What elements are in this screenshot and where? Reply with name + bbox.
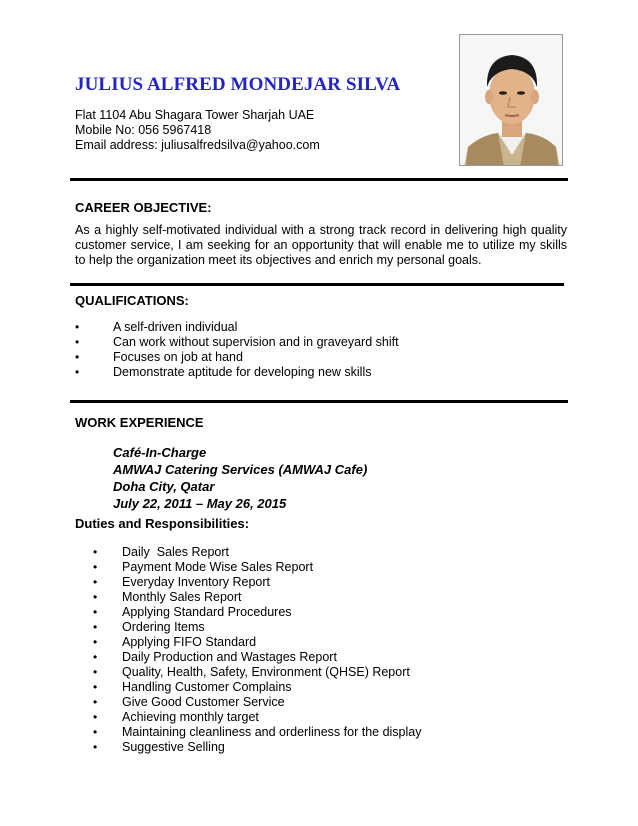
list-item: • Focuses on job at hand [75, 350, 243, 364]
qualifications-list [75, 320, 399, 380]
list-item: • Daily Production and Wastages Report [93, 650, 337, 664]
list-item: • Give Good Customer Service [93, 695, 285, 709]
section-divider [70, 283, 564, 286]
mobile-number: Mobile No: 056 5967418 [75, 123, 212, 137]
list-item: • Everyday Inventory Report [93, 575, 270, 589]
career-objective-heading: CAREER OBJECTIVE: [75, 200, 212, 215]
list-item: • Maintaining cleanliness and orderliness for the display [93, 725, 422, 739]
list-item: • Payment Mode Wise Sales Report [93, 560, 314, 574]
bullet-icon: • [75, 320, 80, 334]
list-item: • Handling Customer Complains [93, 680, 292, 694]
bullet-icon: • [93, 635, 98, 649]
list-item: • Can work without supervision and in graveyard shift [75, 335, 399, 349]
list-item: • Quality, Health, Safety, Environment (QHSE) Report [93, 665, 410, 679]
list-item: • Applying Standard Procedures [93, 605, 292, 619]
email-address: Email address: juliusalfredsilva@yahoo.com [75, 138, 320, 152]
duties-heading: Duties and Responsibilities: [75, 516, 250, 531]
list-item: • A self-driven individual [75, 320, 238, 334]
section-divider [70, 178, 568, 181]
list-item: • Daily Sales Report [93, 545, 229, 559]
bullet-icon: • [93, 605, 98, 619]
bullet-icon: • [93, 590, 98, 604]
bullet-icon: • [93, 740, 98, 754]
qualifications-heading: QUALIFICATIONS: [75, 293, 189, 308]
list-item: • Achieving monthly target [93, 710, 259, 724]
list-item: • Applying FIFO Standard [93, 635, 257, 649]
list-item: • Demonstrate aptitude for developing new skills [75, 365, 372, 379]
contact-info [75, 108, 320, 153]
address: Flat 1104 Abu Shagara Tower Sharjah UAE [75, 108, 315, 122]
bullet-icon: • [93, 650, 98, 664]
job-details [113, 444, 367, 512]
bullet-icon: • [93, 575, 98, 589]
work-experience-heading: WORK EXPERIENCE [75, 415, 204, 430]
bullet-icon: • [93, 665, 98, 679]
duties-list [93, 545, 422, 755]
bullet-icon: • [93, 560, 98, 574]
job-dates: July 22, 2011 – May 26, 2015 [113, 496, 287, 511]
career-objective-text: As a highly self-motivated individual with a strong track record in delivering high quality customer service, I am seeking for an opportunity that will enable me to utilize my skills to help the organization meet its objectives and enrich my personal goals. [75, 223, 567, 267]
bullet-icon: • [75, 350, 80, 364]
list-item: • Ordering Items [93, 620, 205, 634]
section-divider [70, 400, 568, 403]
list-item: • Monthly Sales Report [93, 590, 242, 604]
bullet-icon: • [93, 710, 98, 724]
job-position: Café-In-Charge [113, 445, 207, 460]
job-location: Doha City, Qatar [113, 479, 215, 494]
list-item: • Suggestive Selling [93, 740, 225, 754]
bullet-icon: • [75, 365, 80, 379]
profile-photo [459, 34, 563, 166]
bullet-icon: • [93, 545, 98, 559]
person-portrait-icon [460, 35, 563, 166]
bullet-icon: • [93, 695, 98, 709]
bullet-icon: • [93, 725, 98, 739]
job-company: AMWAJ Catering Services (AMWAJ Cafe) [113, 462, 368, 477]
bullet-icon: • [75, 335, 80, 349]
applicant-name: JULIUS ALFRED MONDEJAR SILVA [75, 74, 401, 95]
bullet-icon: • [93, 620, 98, 634]
bullet-icon: • [93, 680, 98, 694]
